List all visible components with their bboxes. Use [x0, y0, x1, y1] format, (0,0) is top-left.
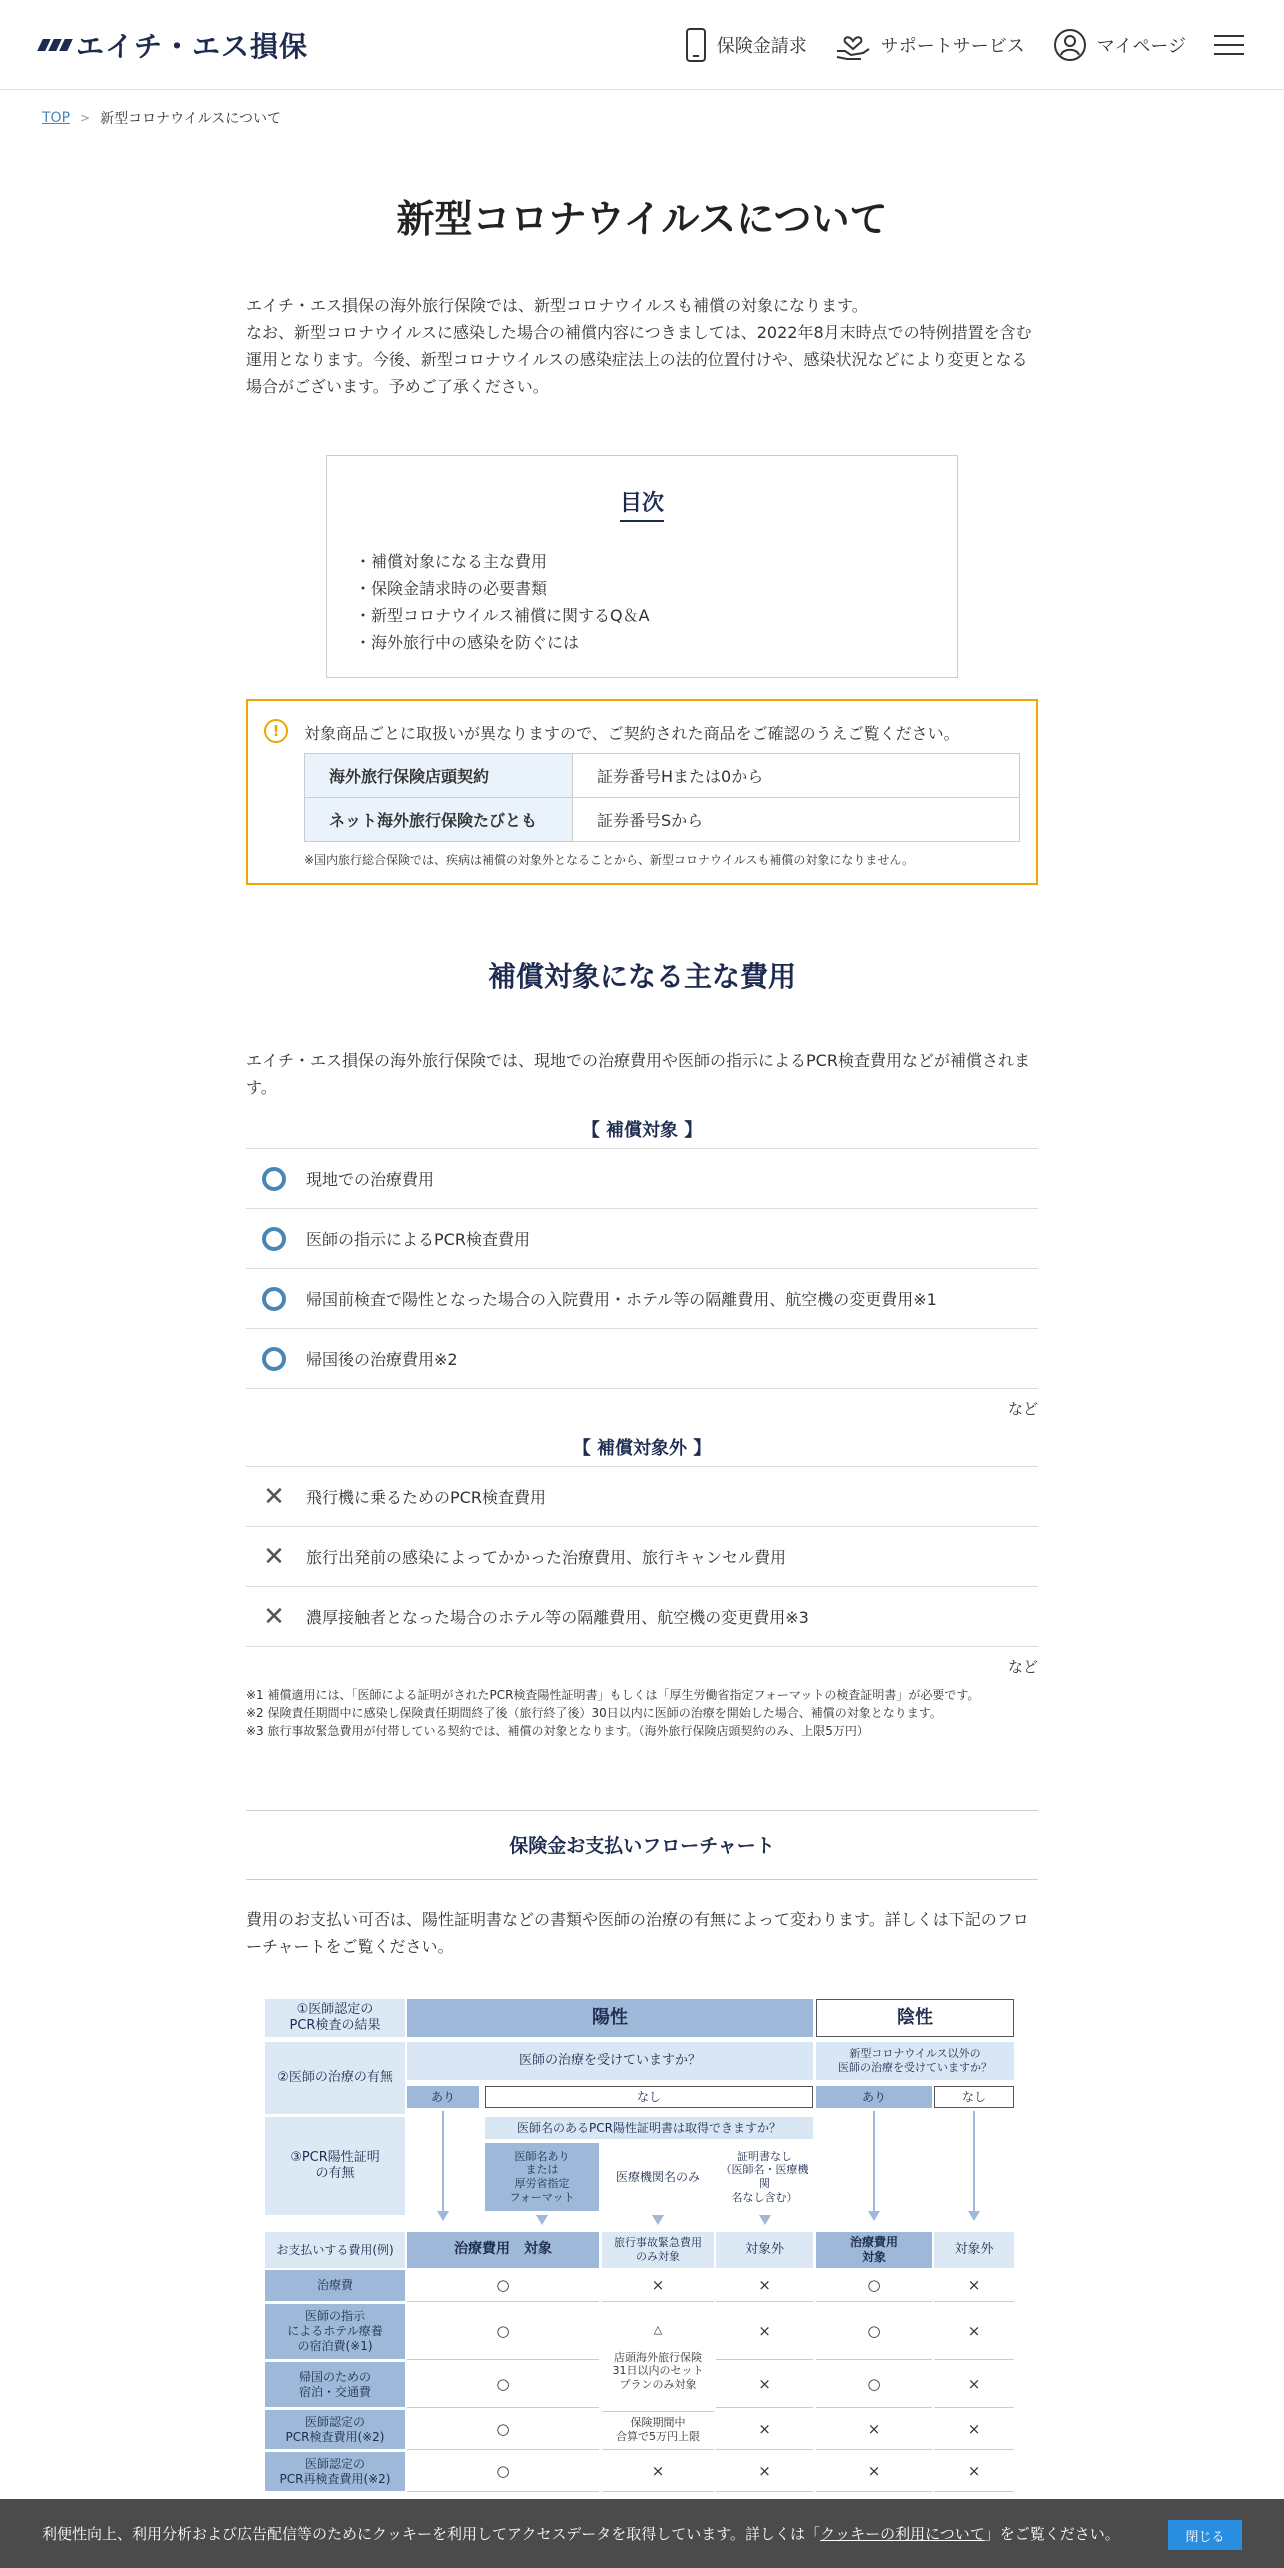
question-treatment: 医師の治療を受けていますか？ — [407, 2042, 813, 2080]
toc-item[interactable]: ・海外旅行中の感染を防ぐには — [355, 633, 580, 652]
circle-icon — [262, 1347, 286, 1371]
table-cell: 保険期間中 合算で5万円上限 — [602, 2410, 714, 2450]
footnote: ※3 旅行事故緊急費用が付帯している契約では、補償の対象となります。（海外旅行保険店頭契約のみ、上限5万円） — [246, 1724, 869, 1738]
table-cell: × — [934, 2410, 1014, 2450]
user-icon — [1053, 28, 1087, 62]
not-covered-item-label: 旅行出発前の感染によってかかった治療費用、旅行キャンセル費用 — [306, 1548, 787, 1567]
coverage-lead-line: す。 — [246, 1078, 277, 1097]
nav-mypage[interactable] — [1053, 28, 1186, 62]
table-cell: × — [934, 2304, 1014, 2360]
row-label: 帰国のための 宿泊・交通費 — [265, 2362, 405, 2408]
footnote: ※2 保険責任期間中に感染し保険責任期間終了後（旅行終了後）30日以内に医師の治療を開始した場合、補償の対象となります。 — [246, 1706, 942, 1720]
toc-item[interactable]: ・新型コロナウイルス補償に関するQ＆A — [355, 606, 650, 625]
column-head-label: お支払いする費用(例) — [265, 2232, 405, 2268]
arrow-down-icon — [868, 2211, 880, 2221]
cookie-close-button[interactable]: 閉じる — [1168, 2520, 1242, 2550]
site-logo[interactable] — [40, 25, 308, 65]
table-cell: × — [716, 2410, 813, 2450]
connector-line — [873, 2111, 875, 2211]
hamburger-menu-icon[interactable] — [1214, 35, 1244, 55]
covered-item-label: 医師の指示によるPCR検査費用 — [306, 1230, 530, 1249]
flowchart-lead-line: ーチャートをご覧ください。 — [246, 1937, 454, 1956]
option-doctor-name: 医師名あり または 厚労省指定 フォーマット — [485, 2143, 599, 2211]
table-cell: × — [716, 2362, 813, 2408]
row-label: 医師認定の PCR再検査費用(※2) — [265, 2452, 405, 2492]
covered-item-label: 現地での治療費用 — [306, 1170, 435, 1189]
toc-item[interactable]: ・保険金請求時の必要書類 — [355, 579, 548, 598]
table-cell: ○ — [407, 2410, 599, 2450]
product-notice — [246, 699, 1038, 885]
exclamation-icon: ! — [264, 719, 288, 743]
step3-label: ③PCR陽性証明 の有無 — [265, 2117, 405, 2215]
answer-yes-negative: あり — [816, 2086, 932, 2108]
answer-yes: あり — [407, 2086, 479, 2108]
table-row — [305, 754, 1020, 798]
smartphone-icon — [685, 28, 707, 62]
toc-item[interactable]: ・補償対象になる主な費用 — [355, 552, 548, 571]
column-head: 旅行事故緊急費用 のみ対象 — [602, 2232, 714, 2268]
table-cell: × — [716, 2452, 813, 2492]
row-label: 医師認定の PCR検査費用(※2) — [265, 2410, 405, 2450]
covered-item-label: 帰国前検査で陽性となった場合の入院費用・ホテル等の隔離費用、航空機の変更費用※1 — [306, 1290, 937, 1309]
answer-no-negative: なし — [934, 2086, 1014, 2108]
table-cell-merged: △ 店頭海外旅行保険 31日以内のセット プランのみ対象 — [602, 2304, 714, 2412]
coverage-title: 補償対象になる主な費用 — [487, 960, 796, 993]
product-value: 証券番号Hまたは0から — [573, 754, 1020, 798]
table-cell: ○ — [816, 2304, 932, 2360]
flowchart-lead — [246, 1906, 1038, 1960]
product-name: ネット海外旅行保険たびとも — [305, 798, 573, 842]
column-head: 対象外 — [716, 2232, 813, 2268]
column-head: 治療費用 対象 — [816, 2232, 932, 2268]
page-title: 新型コロナウイルスについて — [396, 197, 888, 241]
arrow-down-icon — [968, 2211, 980, 2221]
breadcrumb-top-link[interactable]: TOP — [42, 110, 71, 126]
chevron-right-icon: > — [80, 111, 91, 125]
covered-heading: 【 補償対象 】 — [581, 1120, 703, 1141]
list-item — [246, 1527, 1038, 1587]
hand-heart-icon — [835, 29, 871, 61]
table-cell: × — [934, 2270, 1014, 2302]
table-row — [305, 798, 1020, 842]
notice-text: 対象商品ごとに取扱いが異なりますので、ご契約された商品をご確認のうえご覧ください。 — [304, 724, 960, 743]
cross-icon: ✕ — [263, 1601, 285, 1632]
circle-icon — [262, 1287, 286, 1311]
product-table — [304, 753, 1020, 842]
row-label: 医師の指示 によるホテル療養 の宿泊費(※1) — [265, 2304, 405, 2360]
question-certificate: 医師名のあるPCR陽性証明書は取得できますか？ — [485, 2117, 813, 2139]
nav-claim[interactable] — [685, 28, 807, 62]
flowchart-title: 保険金お支払いフローチャート — [246, 1810, 1038, 1880]
covered-list — [246, 1148, 1038, 1389]
breadcrumb — [42, 108, 281, 128]
arrow-down-icon — [536, 2215, 548, 2225]
not-covered-item-label: 濃厚接触者となった場合のホテル等の隔離費用、航空機の変更費用※3 — [306, 1608, 809, 1627]
option-institution-only: 医療機関名のみ — [615, 2169, 700, 2184]
list-item — [246, 1329, 1038, 1389]
step1-label: ①医師認定の PCR検査の結果 — [265, 1999, 405, 2037]
option-no-certificate: 証明書なし （医師名・医療機関 名なし含む） — [720, 2149, 809, 2204]
circle-icon — [262, 1227, 286, 1251]
table-cell: × — [934, 2452, 1014, 2492]
step2-label: ②医師の治療の有無 — [265, 2042, 405, 2114]
table-cell: ○ — [816, 2362, 932, 2408]
arrow-down-icon — [652, 2215, 664, 2225]
product-value: 証券番号Sから — [573, 798, 1020, 842]
cookie-text: 利便性向上、利用分析および広告配信等のためにクッキーを利用してアクセスデータを取得しています。詳しくは「 — [42, 2525, 821, 2543]
table-cell: × — [716, 2304, 813, 2360]
nav-support[interactable] — [835, 29, 1025, 61]
row-label: 治療費 — [265, 2270, 405, 2302]
table-cell: × — [602, 2270, 714, 2302]
column-head: 対象外 — [934, 2232, 1014, 2268]
cross-icon: ✕ — [263, 1541, 285, 1572]
column-head: 治療費用 対象 — [407, 2232, 599, 2268]
logo-text: エイチ・エス損保 — [76, 29, 309, 63]
cookie-text-end: 」をご覧ください。 — [984, 2525, 1120, 2543]
list-item — [246, 1269, 1038, 1329]
positive-header: 陽性 — [407, 1999, 813, 2037]
table-cell: × — [934, 2362, 1014, 2408]
nav-support-label: サポートサービス — [880, 35, 1025, 57]
table-cell: ○ — [407, 2452, 599, 2492]
coverage-lead-line: エイチ・エス損保の海外旅行保険では、現地での治療費用や医師の指示によるPCR検査費用などが補償されま — [246, 1051, 1030, 1070]
coverage-footnotes — [246, 1686, 979, 1740]
list-item — [246, 1209, 1038, 1269]
coverage-lead — [246, 1047, 1038, 1101]
breadcrumb-current: 新型コロナウイルスについて — [100, 111, 281, 127]
cookie-banner — [0, 2499, 1284, 2568]
not-covered-list — [246, 1466, 1038, 1647]
flowchart-lead-line: 費用のお支払い可否は、陽性証明書などの書類や医師の治療の有無によって変わります。詳しくは下記のフロ — [246, 1910, 1029, 1929]
covered-item-label: 帰国後の治療費用※2 — [306, 1350, 458, 1369]
etc-label: など — [1007, 1658, 1038, 1676]
connector-line — [973, 2111, 975, 2211]
cross-icon: ✕ — [263, 1481, 285, 1512]
logo-mark-icon — [40, 39, 70, 51]
etc-label: など — [1007, 1400, 1038, 1418]
list-item — [246, 1587, 1038, 1647]
negative-header: 陰性 — [816, 1999, 1014, 2037]
intro-line: エイチ・エス損保の海外旅行保険では、新型コロナウイルスも補償の対象になります。 — [246, 296, 868, 315]
table-cell: × — [816, 2410, 932, 2450]
table-cell: × — [816, 2452, 932, 2492]
notice-note: ※国内旅行総合保険では、疾病は補償の対象外となることから、新型コロナウイルスも補償の対象になりません。 — [304, 853, 915, 867]
intro-line: なお、新型コロナウイルスに感染した場合の補償内容につきましては、2022年8月末時点での特例措置を含む — [246, 323, 1032, 342]
nav-mypage-label: マイページ — [1096, 35, 1186, 57]
not-covered-heading: 【 補償対象外 】 — [572, 1438, 712, 1459]
not-covered-item-label: 飛行機に乗るためのPCR検査費用 — [306, 1488, 546, 1507]
answer-no: なし — [485, 2086, 813, 2108]
nav-claim-label: 保険金請求 — [716, 35, 807, 57]
footnote: ※1 補償適用には、「医師による証明がされたPCR検査陽性証明書」もしくは「厚生労働省指定フォーマットの検査証明書」が必要です。 — [246, 1688, 980, 1702]
header-nav — [685, 28, 1244, 62]
table-cell: ○ — [407, 2304, 599, 2360]
toc-title: 目次 — [327, 486, 957, 517]
arrow-down-icon — [437, 2211, 449, 2221]
site-header — [0, 0, 1284, 90]
table-cell: × — [716, 2270, 813, 2302]
arrow-down-icon — [759, 2215, 771, 2225]
table-cell: ○ — [816, 2270, 932, 2302]
connector-line — [442, 2111, 444, 2211]
toc-list — [355, 548, 650, 656]
intro-line: 運用となります。今後、新型コロナウイルスの感染症法上の法的位置付けや、感染状況などにより変更となる — [246, 350, 1028, 369]
circle-icon — [262, 1167, 286, 1191]
table-of-contents — [326, 455, 958, 678]
intro-line: 場合がございます。予めご了承ください。 — [246, 377, 549, 396]
table-cell: ○ — [407, 2362, 599, 2408]
list-item — [246, 1467, 1038, 1527]
list-item — [246, 1149, 1038, 1209]
cookie-policy-link[interactable]: クッキーの利用について — [820, 2525, 985, 2543]
product-name: 海外旅行保険店頭契約 — [305, 754, 573, 798]
question-treatment-other: 新型コロナウイルス以外の 医師の治療を受けていますか？ — [816, 2042, 1014, 2080]
table-cell: ○ — [407, 2270, 599, 2302]
intro-text — [246, 292, 1038, 400]
table-cell: × — [602, 2452, 714, 2492]
